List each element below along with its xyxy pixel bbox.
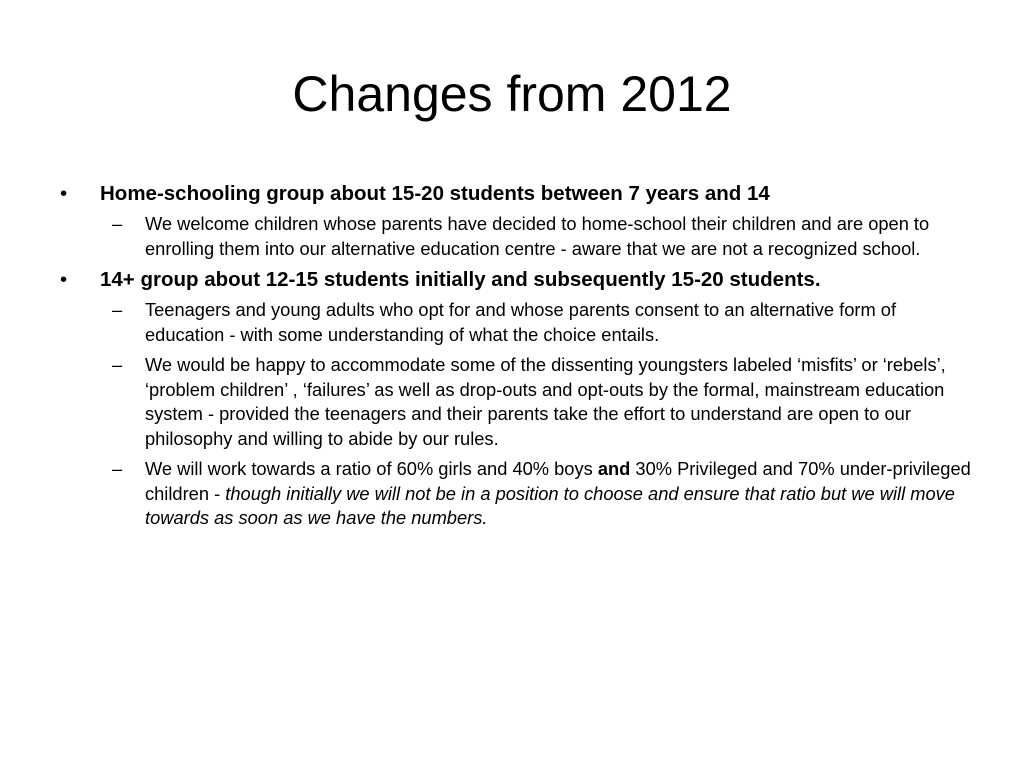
sub-bullet-item	[56, 457, 976, 531]
bullet-icon: •	[60, 268, 68, 291]
slide-title: Changes from 2012	[292, 66, 732, 122]
dash-icon: –	[112, 213, 123, 234]
slide-body	[56, 181, 976, 537]
sub-bullet-italic-text: though initially we will not be in a position to choose and ensure that ratio but we will move towards as soon as we have the numbers.	[145, 482, 955, 528]
sub-bullet-text: Teenagers and young adults who opt for and whose parents consent to an alternative form of education - with some understanding of what the choice entails.	[145, 299, 897, 345]
dash-icon: –	[112, 299, 123, 320]
sub-bullet-text: We welcome children whose parents have decided to home-school their children and are open to enrolling them into our alternative education centre - aware that we are not a recognized school.	[145, 213, 930, 259]
sub-bullet-text-part: We will work towards a ratio of 60% girls and 40% boys	[145, 458, 598, 479]
sub-bullet-bold-text: and	[597, 458, 631, 479]
sub-bullet-item	[56, 298, 976, 347]
bullet-item	[56, 181, 976, 206]
dash-icon: –	[112, 354, 123, 375]
bullet-heading: 14+ group about 12-15 students initially and subsequently 15-20 students.	[100, 268, 821, 291]
sub-bullet-item	[56, 353, 976, 451]
bullet-item	[56, 267, 976, 292]
sub-bullet-item	[56, 212, 976, 261]
sub-bullet-text-part: 30% Privileged and 70% under-privileged children -	[145, 458, 971, 504]
dash-icon: –	[112, 458, 123, 479]
sub-list	[56, 212, 976, 261]
sub-list	[56, 298, 976, 531]
sub-bullet-text: We would be happy to accommodate some of the dissenting youngsters labeled ‘misfits’ or ‘rebels’, ‘problem children’ , ‘failures’ as well as drop-outs and opt-outs by the formal, mainstream education system - provided the teenagers and their parents take the effort to understand are open to our philosophy and willing to abide by our rules.	[145, 354, 946, 449]
bullet-heading: Home-schooling group about 15-20 students between 7 years and 14	[100, 182, 770, 205]
bullet-icon: •	[60, 182, 68, 205]
